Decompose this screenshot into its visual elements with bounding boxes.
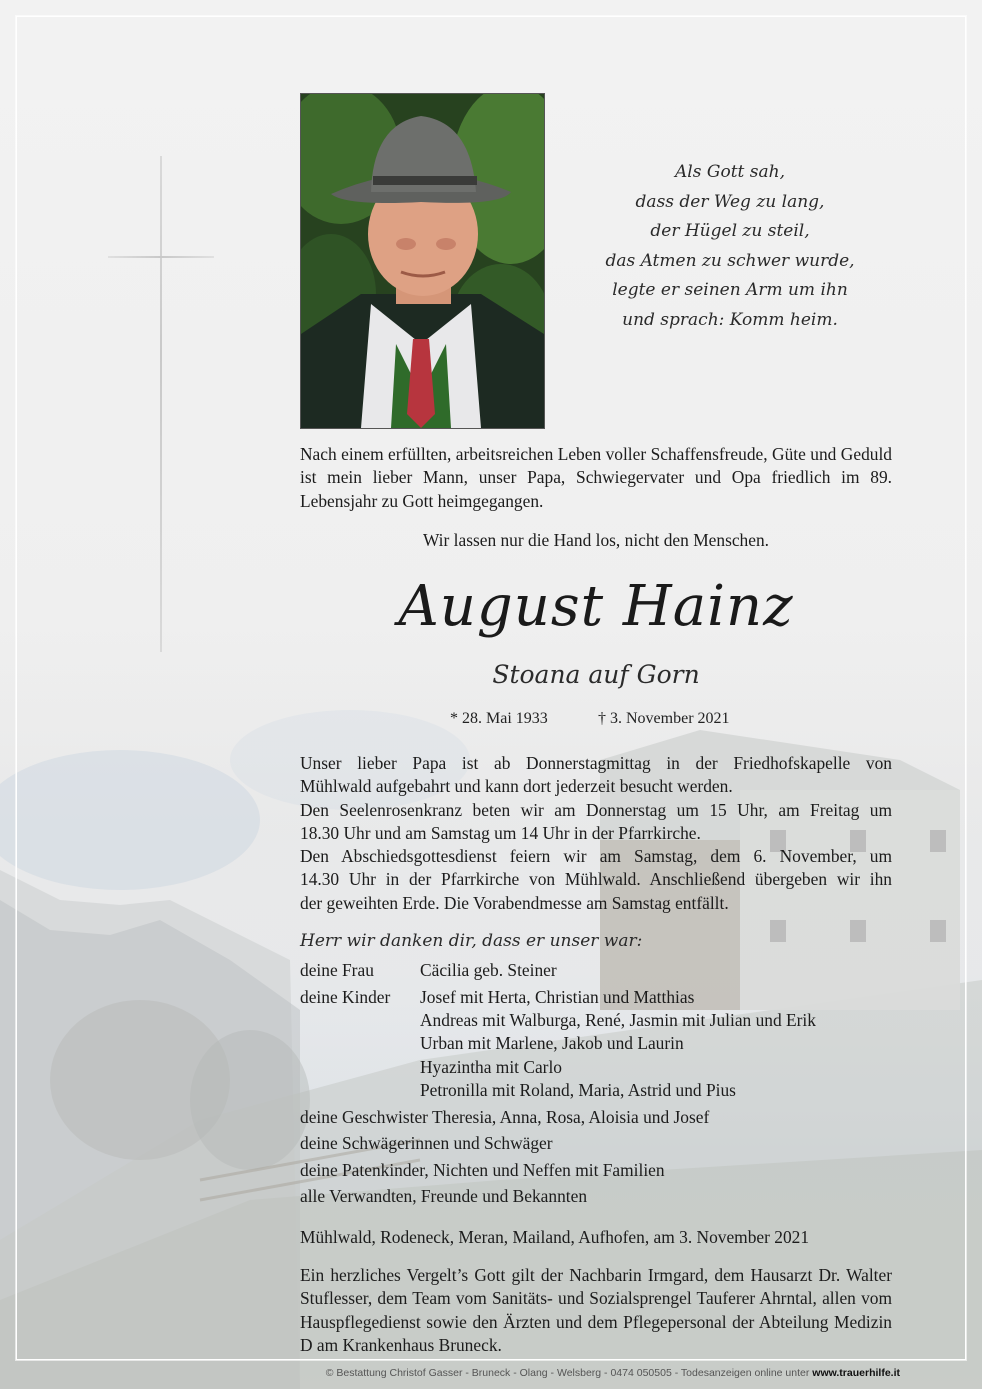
family-row-children xyxy=(300,1080,900,1107)
poem-line: das Atmen zu schwer wurde, xyxy=(605,250,855,271)
family-label: deine Frau xyxy=(300,960,374,980)
birth-date: * 28. Mai 1933 xyxy=(450,710,548,727)
family-row-children xyxy=(300,1010,900,1033)
family-label: deine Kinder xyxy=(300,986,391,1007)
announcement-line: Mühlwald aufgebahrt und kann dort jederzeit besucht werden. xyxy=(300,776,733,797)
cross-beam xyxy=(108,256,214,258)
announcement-line: Den Seelenrosenkranz beten wir am Donnerstag um 15 Uhr, am Freitag um xyxy=(300,799,892,820)
family-value: Andreas mit Walburga, René, Jasmin mit Julian und Erik xyxy=(420,1009,816,1030)
footer xyxy=(300,1367,900,1379)
deceased-name: August Hainz xyxy=(398,574,794,639)
poem-line: Als Gott sah, xyxy=(675,162,785,182)
announcement-line: Unser lieber Papa ist ab Donnerstagmittag in der Friedhofskapelle von xyxy=(300,753,892,773)
thanks-title: Herr wir danken dir, dass er unser war: xyxy=(300,931,643,951)
family-row-children xyxy=(300,1057,900,1080)
poem-line: der Hügel zu steil, xyxy=(650,221,810,241)
intro-text: Nach einem erfüllten, arbeitsreichen Leben voller Schaffensfreude, Güte und Geduld ist mein lieber Mann, unser Papa, Schwiegervater und Opa friedlich im 89. Lebensjahr zu Gott heimgegangen. xyxy=(300,444,892,511)
motto: Wir lassen nur die Hand los, nicht den Menschen. xyxy=(422,530,770,550)
poem-line: dass der Weg zu lang, xyxy=(635,191,825,212)
deceased-nickname: Stoana auf Gorn xyxy=(492,660,700,689)
family-row-godchildren xyxy=(300,1160,900,1187)
footer-text: © Bestattung Christof Gasser - Bruneck - Olang - Welsberg - 0474 050505 - Todesanzeigen online unter xyxy=(325,1367,813,1379)
family-row-in-laws xyxy=(300,1133,900,1160)
poem-line: und sprach: Komm heim. xyxy=(622,309,838,330)
family-list xyxy=(300,960,900,1209)
family-value: Hyazintha mit Carlo xyxy=(420,1056,562,1077)
family-value: Petronilla mit Roland, Maria, Astrid und Pius xyxy=(420,1080,736,1101)
family-value: Urban mit Marlene, Jakob und Laurin xyxy=(420,1033,684,1054)
announcement xyxy=(300,752,892,915)
announcement-line: 18.30 Uhr und am Samstag um 14 Uhr in der Pfarrkirche. xyxy=(300,822,701,843)
family-row-wife xyxy=(300,960,900,987)
family-row-relatives xyxy=(300,1186,900,1209)
family-value: deine Schwägerinnen und Schwäger xyxy=(300,1133,553,1154)
latin-cross-icon xyxy=(160,156,162,652)
family-value: deine Patenkinder, Nichten und Neffen mit Familien xyxy=(300,1159,665,1180)
announcement-line: der geweihten Erde. Die Vorabendmesse am Samstag entfällt. xyxy=(300,892,729,913)
family-row-children xyxy=(300,1033,900,1056)
gratitude-text: Ein herzliches Vergelt’s Gott gilt der Nachbarin Irmgard, dem Hausarzt Dr. Walter Stuflesser, dem Team vom Sanitäts- und Sozialsprengel Tauferer Ahrntal, allen vom Hauspflegedienst sowie den Ärzten und dem Pflegepersonal der Abteilung Medizin D am Krankenhaus Bruneck. xyxy=(300,1265,892,1355)
poem-line: legte er seinen Arm um ihn xyxy=(612,280,848,300)
family-row-children xyxy=(300,987,900,1010)
portrait-photo xyxy=(300,93,545,429)
family-value: Josef mit Herta, Christian und Matthias xyxy=(420,986,695,1007)
death-date: † 3. November 2021 xyxy=(598,710,730,727)
places-date: Mühlwald, Rodeneck, Meran, Mailand, Aufhofen, am 3. November 2021 xyxy=(300,1227,810,1247)
family-value: deine Geschwister Theresia, Anna, Rosa, Aloisia und Josef xyxy=(300,1106,710,1127)
announcement-line: 14.30 Uhr in der Pfarrkirche von Mühlwald. Anschließend übergeben wir ihn xyxy=(300,869,892,890)
footer-link[interactable]: www.trauerhilfe.it xyxy=(812,1367,900,1379)
poem xyxy=(580,158,880,335)
announcement-line: Den Abschiedsgottesdienst feiern wir am Samstag, dem 6. November, um xyxy=(300,846,892,867)
family-value: alle Verwandten, Freunde und Bekannten xyxy=(300,1186,588,1207)
family-row-siblings xyxy=(300,1107,900,1134)
family-value: Cäcilia geb. Steiner xyxy=(420,960,557,980)
